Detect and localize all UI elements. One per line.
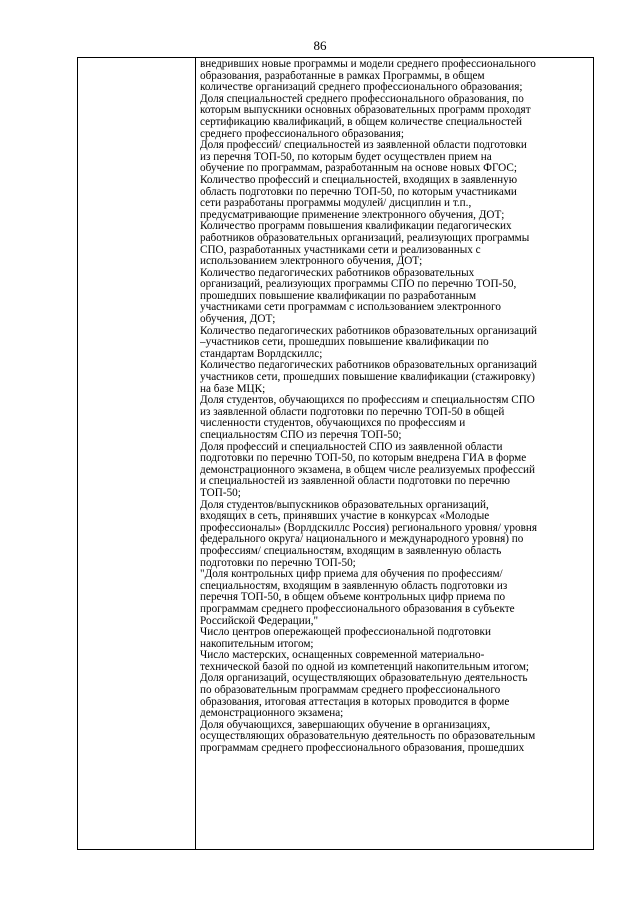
text-line: предусматривающие применение электронного обучения, ДОТ; — [200, 209, 505, 221]
text-line: количестве организаций среднего профессионального образования; — [200, 82, 523, 94]
text-line: сертификацию квалификаций, в общем количестве специальностей — [200, 116, 522, 128]
text-line: Доля обучающихся, завершающих обучение в организациях, — [200, 719, 491, 731]
table-cell-indicators — [196, 58, 594, 850]
text-line: численности студентов, обучающихся по профессиям и — [200, 418, 466, 430]
text-line: образования, итоговая аттестация в которых проводится в форме — [200, 696, 510, 708]
text-line: Количество педагогических работников образовательных — [200, 267, 475, 279]
text-line: программам среднего профессионального образования, прошедших — [200, 743, 525, 755]
text-line: "Доля контрольных цифр приема для обучения по профессиям/ — [200, 569, 503, 581]
text-line: профессионалы» (Ворлдскиллс Россия) регионального уровня/ уровня — [200, 522, 537, 534]
text-line: использованием электронного обучения, ДОТ; — [200, 256, 423, 268]
text-line: Количество программ повышения квалификации педагогических — [200, 221, 512, 233]
text-line: Доля профессий и специальностей СПО из заявленной области — [200, 441, 503, 453]
text-line: технической базой по одной из компетенций накопительным итогом; — [200, 661, 530, 673]
page-number: 86 — [313, 38, 327, 53]
text-line: обучения, ДОТ; — [200, 314, 276, 326]
text-line: СПО, разработанных участниками сети и реализованных с — [200, 244, 481, 256]
table-cell-empty — [78, 58, 196, 850]
text-line: ТОП-50; — [200, 487, 241, 499]
text-line: Количество педагогических работников образовательных организаций — [200, 360, 538, 372]
text-line: стандартам Ворлдскиллс; — [200, 348, 323, 360]
text-line: внедривших новые программы и модели среднего профессионального — [200, 59, 536, 70]
text-line: Доля студентов, обучающихся по профессиям и специальностям СПО — [200, 395, 535, 407]
text-line: прошедших повышение квалификации по разработанным — [200, 290, 477, 302]
text-line: подготовки по перечню ТОП-50; — [200, 557, 356, 569]
text-line: из заявленной области подготовки по перечню ТОП-50 в общей — [200, 406, 505, 418]
text-line: подготовки по перечню ТОП-50, по которым внедрена ГИА в форме — [200, 453, 527, 465]
text-line: специальностям СПО из перечня ТОП-50; — [200, 430, 402, 441]
text-line: Количество педагогических работников образовательных организаций — [200, 325, 538, 337]
text-line: обучение по программам, разработанным на основе новых ФГОС; — [200, 163, 517, 175]
text-line: Доля организаций, осуществляющих образовательную деятельность — [200, 673, 528, 685]
text-line: участников сети, прошедших повышение квалификации (стажировку) — [200, 372, 535, 384]
text-line: Доля специальностей среднего профессионального образования, по — [200, 93, 524, 105]
text-line: профессиям/ специальностям, входящим в заявленную область — [200, 545, 502, 557]
text-line: на базе МЦК; — [200, 383, 266, 395]
text-line: демонстрационного экзамена, в общем числе реализуемых профессий — [200, 464, 536, 476]
text-line: входящих в сеть, принявших участие в конкурсах «Молодые — [200, 511, 490, 523]
text-line: Российской Федерации," — [200, 615, 319, 627]
text-line: по образовательным программам среднего профессионального — [200, 685, 501, 697]
text-line: –участников сети, прошедших повышение квалификации по — [200, 337, 489, 349]
text-line: Доля студентов/выпускников образовательных организаций, — [200, 499, 489, 511]
text-line: Количество профессий и специальностей, входящих в заявленную — [200, 174, 518, 186]
text-line: федерального округа/ национального и международного уровня) по — [200, 534, 524, 546]
text-line: демонстрационного экзамена; — [200, 708, 344, 720]
text-line: из перечня ТОП-50, по которым будет осуществлен прием на — [200, 151, 492, 163]
indicators-text — [196, 58, 593, 755]
text-line: работников образовательных организаций, реализующих программы — [200, 232, 530, 244]
text-line: осуществляющих образовательную деятельность по образовательным — [200, 731, 536, 743]
text-line: Число центров опережающей профессиональной подготовки — [200, 627, 491, 639]
table-row — [78, 58, 594, 850]
text-line: Доля профессий/ специальностей из заявленной области подготовки — [200, 140, 527, 152]
text-line: которым выпускники основных образовательных программ проходят — [200, 105, 531, 117]
indicator-table — [77, 57, 594, 850]
text-line: сети разработаны программы модулей/ дисциплин и т.п., — [200, 198, 472, 210]
text-line: образования, разработанные в рамках Программы, в общем — [200, 70, 485, 82]
text-line: специальностям, входящим в заявленную область подготовки из — [200, 580, 508, 592]
text-line: участниками сети программам с использованием электронного — [200, 302, 501, 314]
text-line: область подготовки по перечню ТОП-50, по которым участниками — [200, 186, 517, 198]
text-line: среднего профессионального образования; — [200, 128, 405, 140]
text-line: и специальностей из заявленной области подготовки по перечню — [200, 476, 510, 488]
text-line: Число мастерских, оснащенных современной материально- — [200, 650, 485, 662]
text-line: накопительным итогом; — [200, 638, 314, 650]
text-line: организаций, реализующих программы СПО по перечню ТОП-50, — [200, 279, 517, 291]
text-line: программам среднего профессионального образования в субъекте — [200, 603, 515, 615]
text-line: перечня ТОП-50, в общем объеме контрольных цифр приема по — [200, 592, 506, 604]
